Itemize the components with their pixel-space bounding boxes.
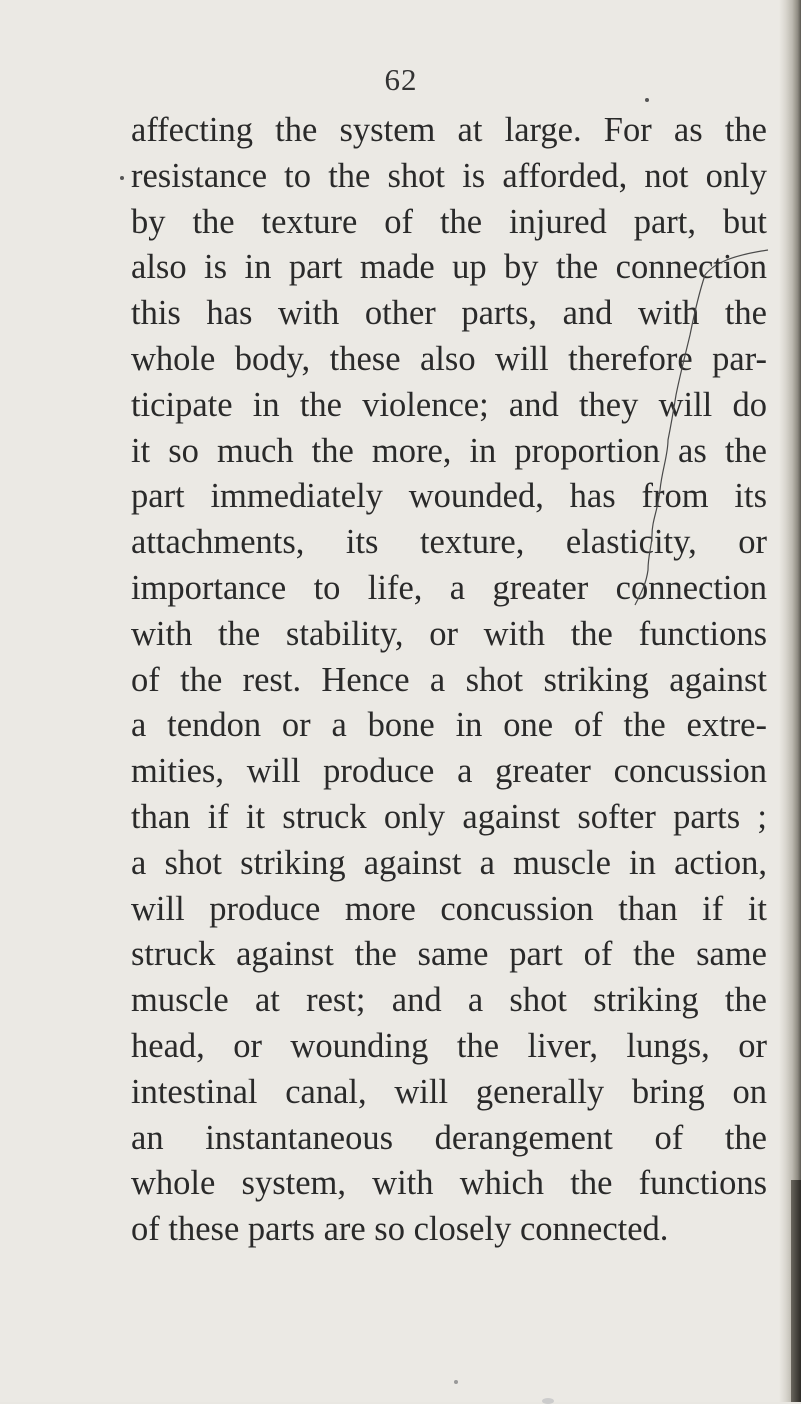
- text-line: will produce more concussion than if it: [131, 889, 767, 928]
- page-number: 62: [384, 62, 418, 97]
- text-line: attachments, its texture, elasticity, or: [131, 523, 767, 562]
- text-line: whole body, these also will therefore par-: [131, 339, 767, 378]
- text-line: a shot striking against a muscle in action,: [131, 843, 767, 882]
- text-line: part immediately wounded, has from its: [131, 477, 767, 516]
- ink-speck: [542, 1398, 554, 1404]
- text-line: mities, will produce a greater concussion: [131, 752, 767, 791]
- text-line: importance to life, a greater connection: [131, 568, 767, 607]
- text-line: of these parts are so closely connected.: [131, 1210, 669, 1249]
- body-text: [131, 108, 767, 1253]
- ink-speck: [120, 176, 124, 180]
- text-line: whole system, with which the functions: [131, 1164, 767, 1203]
- text-line: of the rest. Hence a shot striking against: [131, 660, 767, 699]
- text-line: struck against the same part of the same: [131, 935, 767, 974]
- text-line: head, or wounding the liver, lungs, or: [131, 1026, 767, 1065]
- text-line: also is in part made up by the connection: [131, 248, 767, 287]
- text-line: resistance to the shot is afforded, not only: [131, 156, 767, 195]
- text-line: than if it struck only against softer parts ;: [131, 797, 767, 836]
- page-edge-dark: [791, 1180, 801, 1402]
- ink-speck: [645, 98, 649, 102]
- text-line: by the texture of the injured part, but: [131, 202, 767, 241]
- text-line: a tendon or a bone in one of the extre-: [131, 706, 767, 745]
- text-line: with the stability, or with the functions: [131, 614, 767, 653]
- text-line: an instantaneous derangement of the: [131, 1118, 767, 1157]
- text-line: ticipate in the violence; and they will do: [131, 385, 767, 424]
- text-line: this has with other parts, and with the: [131, 294, 767, 333]
- text-line: intestinal canal, will generally bring on: [131, 1072, 767, 1111]
- text-line: affecting the system at large. For as the: [131, 111, 767, 149]
- text-line: it so much the more, in proportion as the: [131, 431, 767, 470]
- ink-speck: [454, 1380, 458, 1384]
- text-line: muscle at rest; and a shot striking the: [131, 981, 767, 1020]
